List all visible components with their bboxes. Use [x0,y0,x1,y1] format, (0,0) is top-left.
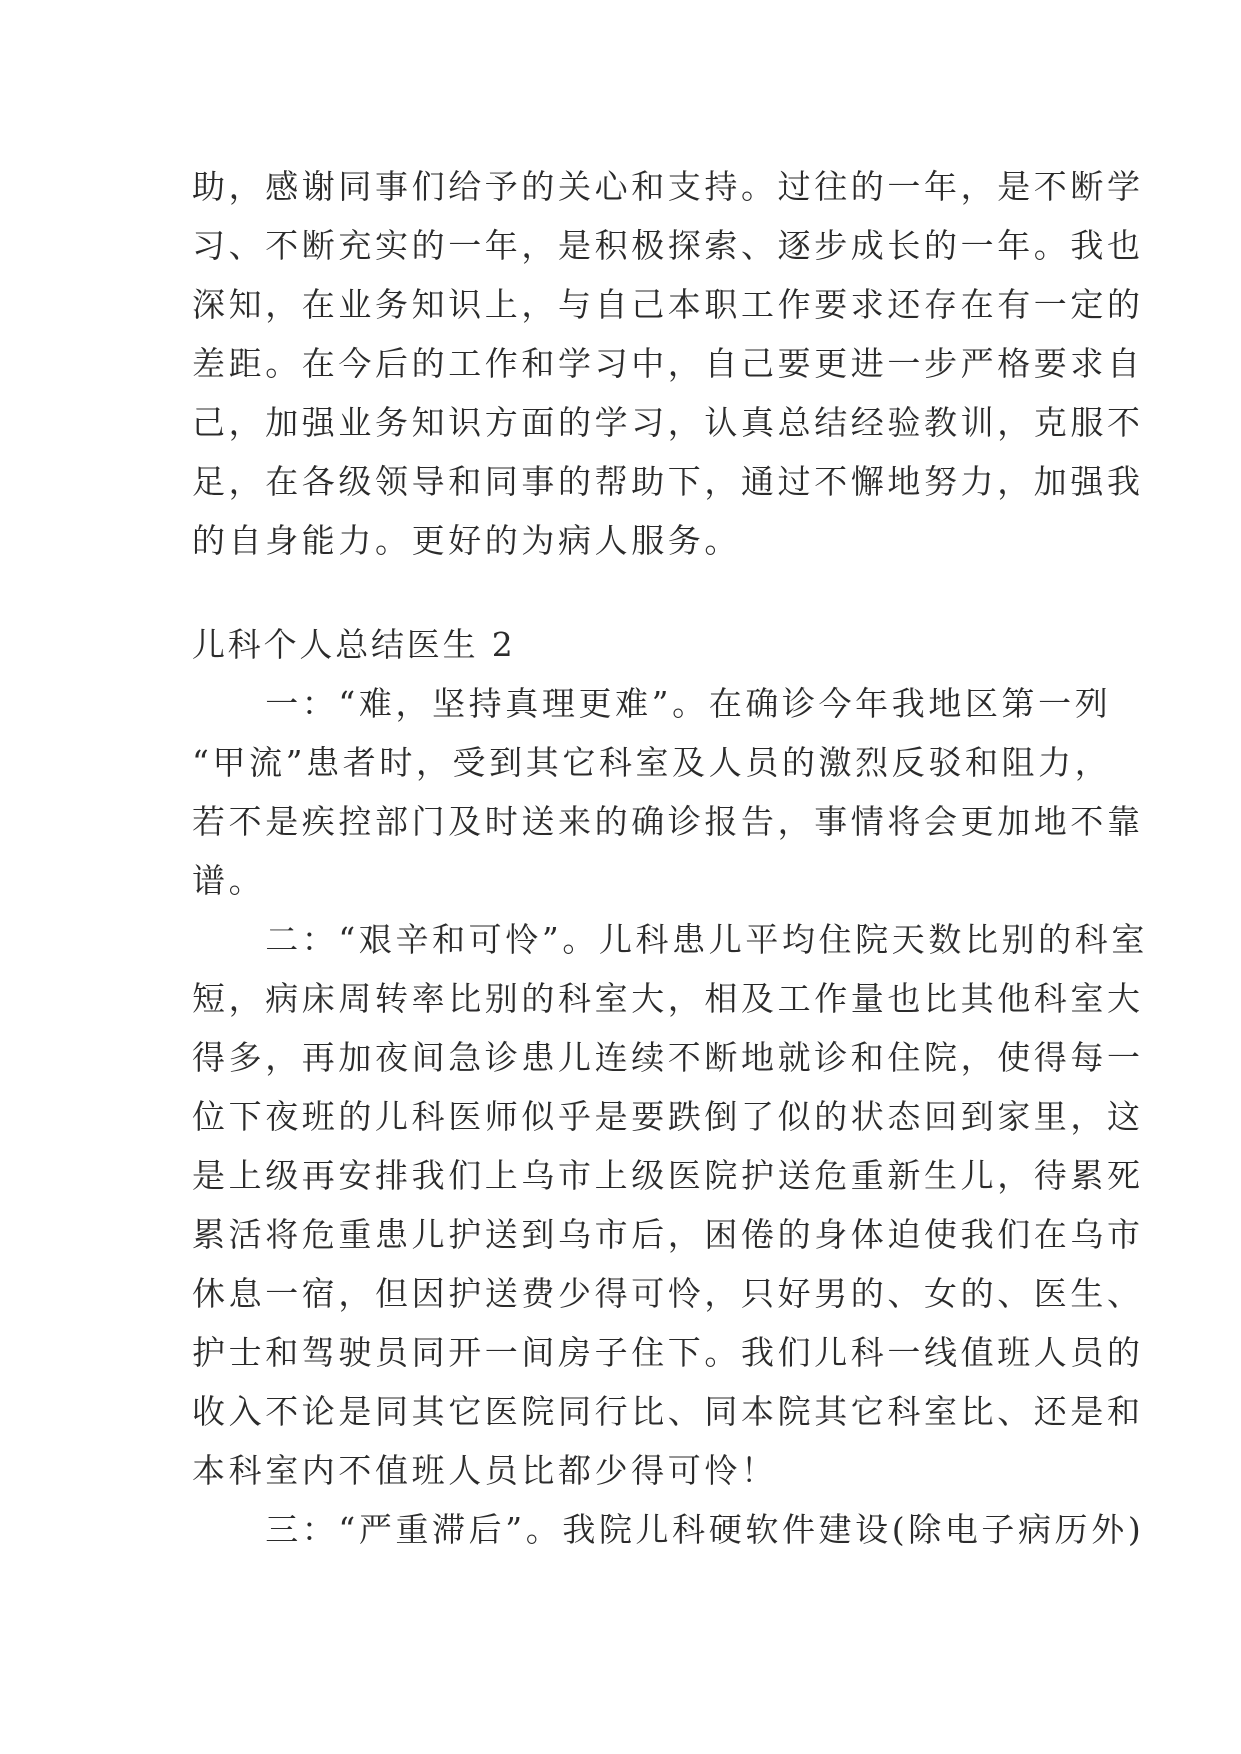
paragraph-line: 的自身能力。更好的为病人服务。 [192,521,741,560]
paragraph-line: 休息一宿，但因护送费少得可怜，只好男的、女的、医生、 [192,1274,1144,1313]
paragraph-line: 足，在各级领导和同事的帮助下，通过不懈地努力，加强我 [192,462,1144,501]
paragraph-line: 位下夜班的儿科医师似乎是要跌倒了似的状态回到家里，这 [192,1097,1144,1136]
paragraph-line: 己，加强业务知识方面的学习，认真总结经验教训，克服不 [192,403,1144,442]
paragraph-line: “甲流”患者时，受到其它科室及人员的激烈反驳和阻力， [192,743,1112,782]
paragraph-line: 得多，再加夜间急诊患儿连续不断地就诊和住院，使得每一 [192,1038,1144,1077]
paragraph-line: 是上级再安排我们上乌市上级医院护送危重新生儿，待累死 [192,1156,1144,1195]
paragraph-line: 累活将危重患儿护送到乌市后，困倦的身体迫使我们在乌市 [192,1215,1144,1254]
paragraph-line: 一：“难，坚持真理更难”。在确诊今年我地区第一列 [192,684,1112,723]
paragraph-line: 助，感谢同事们给予的关心和支持。过往的一年，是不断学 [192,167,1144,206]
paragraph-line: 收入不论是同其它医院同行比、同本院其它科室比、还是和 [192,1392,1144,1431]
section-heading: 儿科个人总结医生 2 [192,625,516,664]
paragraph-line: 护士和驾驶员同开一间房子住下。我们儿科一线值班人员的 [192,1333,1144,1372]
paragraph-line: 习、不断充实的一年，是积极探索、逐步成长的一年。我也 [192,226,1144,265]
paragraph-line: 深知，在业务知识上，与自己本职工作要求还存在有一定的 [192,285,1144,324]
paragraph-line: 短，病床周转率比别的科室大，相及工作量也比其他科室大 [192,979,1144,1018]
paragraph-line: 三：“严重滞后”。我院儿科硬软件建设(除电子病历外) [192,1510,1145,1549]
paragraph-line: 二：“艰辛和可怜”。儿科患儿平均住院天数比别的科室 [192,920,1148,959]
paragraph-line: 若不是疾控部门及时送来的确诊报告，事情将会更加地不靠 [192,802,1144,841]
paragraph-line: 谱。 [192,861,266,900]
paragraph-line: 差距。在今后的工作和学习中，自己要更进一步严格要求自 [192,344,1144,383]
paragraph-line: 本科室内不值班人员比都少得可怜！ [192,1451,778,1490]
